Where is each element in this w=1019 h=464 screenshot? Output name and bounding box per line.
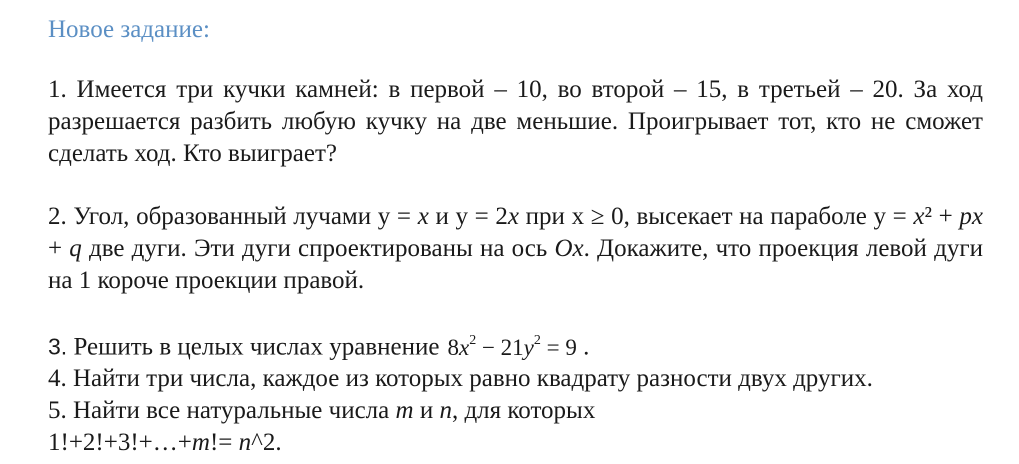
task-2-var: x xyxy=(417,203,429,230)
task-2-text: + xyxy=(48,235,70,262)
task-3 xyxy=(48,327,589,364)
task-1: 1. Имеется три кучки камней: в первой – 10, во второй – 15, в третьей – 20. За ход разрешается разбить любую кучку на две меньшие. Проигрывает тот, кто не сможет сделать ход. Кто выиграет? xyxy=(48,76,983,167)
page-title: Новое задание: xyxy=(48,16,210,43)
eq-part: 8 xyxy=(447,334,459,360)
task-5-var: n xyxy=(238,429,252,456)
task-2-text: 2. Угол, образованный лучами y = xyxy=(48,203,418,230)
eq-part: − 21 xyxy=(476,334,524,360)
task-5-text: 1!+2!+3!+…+ xyxy=(48,429,192,456)
task-2-text: и y = 2 xyxy=(428,203,508,230)
task-5-text: != xyxy=(209,429,239,456)
task-5-var: n xyxy=(439,397,452,424)
task-2-text: . Докажите, что проекция левой дуги на 1 короче проекции правой. xyxy=(48,235,983,294)
task-2-var: Ox xyxy=(554,235,584,262)
eq-exponent: 2 xyxy=(533,333,541,348)
task-4: 4. Найти три числа, каждое из которых равно квадрату разности двух других. xyxy=(48,365,873,392)
task-2-text: две дуги. Эти дуги спроектированы на ось xyxy=(81,235,555,262)
task-5-text: ^2. xyxy=(251,429,282,456)
task-3-end: . xyxy=(576,333,590,361)
task-2-var: x xyxy=(913,203,925,230)
task-5-text: и xyxy=(413,397,440,424)
task-2-text: при x ≥ 0, высекает на параболе y = xyxy=(519,203,914,230)
task-2 xyxy=(48,201,983,297)
task-2-var: px xyxy=(959,203,983,230)
task-3-text: Решить в целых числах уравнение xyxy=(67,333,440,361)
task-2-var: x xyxy=(507,203,520,230)
task-3-equation xyxy=(447,335,576,360)
eq-part: = 9 xyxy=(540,334,577,360)
task-3-number: 3. xyxy=(48,333,68,360)
task-5-var: m xyxy=(191,429,210,456)
task-2-var: q xyxy=(69,235,82,262)
task-5-text: 5. Найти все натуральные числа xyxy=(48,397,396,424)
eq-var: y xyxy=(523,334,534,360)
task-2-text: ² + xyxy=(924,203,960,230)
task-5-line-2 xyxy=(48,427,282,459)
task-5-text: , для которых xyxy=(451,397,596,424)
eq-var: x xyxy=(458,334,470,360)
eq-exponent: 2 xyxy=(469,333,477,348)
task-5-line-1 xyxy=(48,395,595,427)
task-5-var: m xyxy=(395,397,414,424)
